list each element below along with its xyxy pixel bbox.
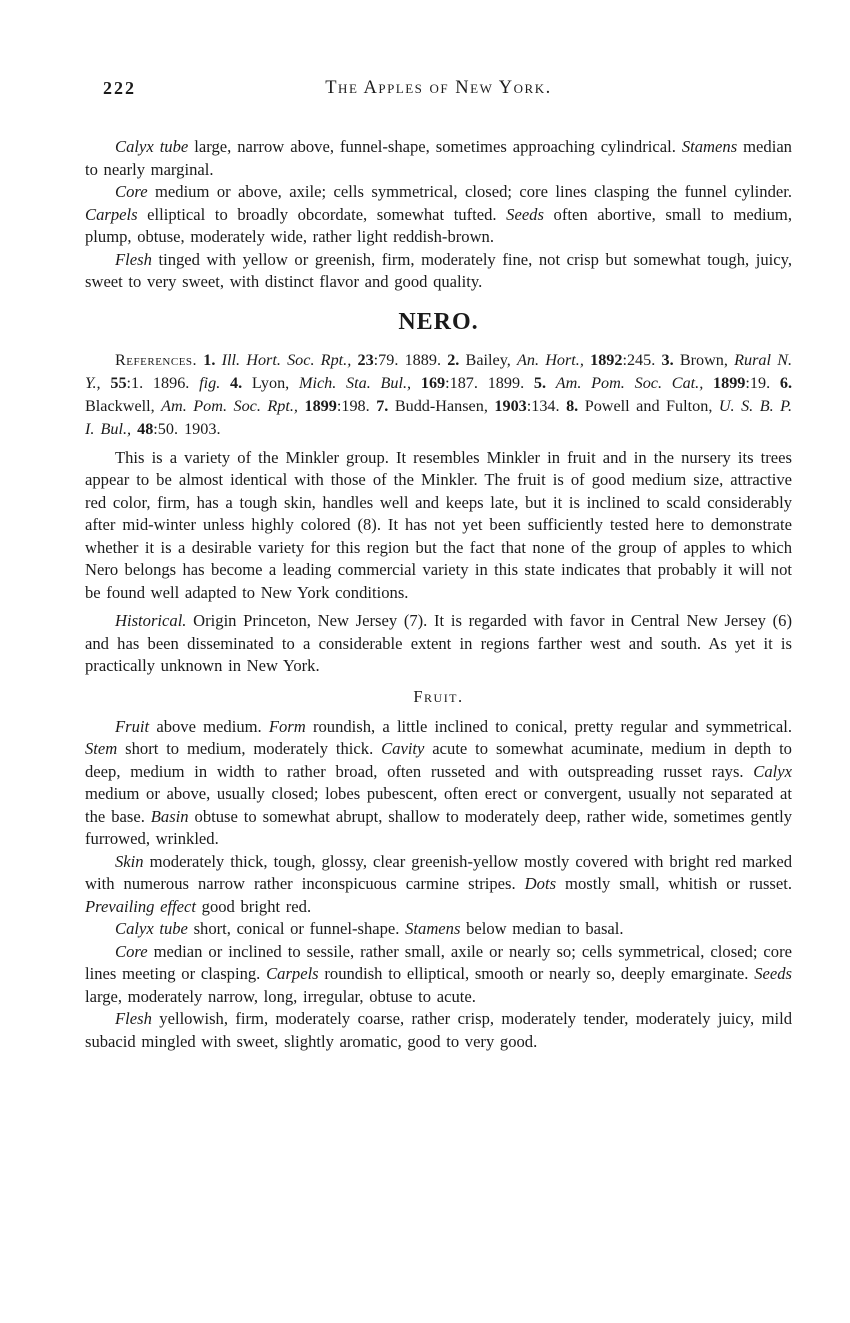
flesh-paragraph: Flesh tinged with yellow or greenish, firm, moderately fine, not crisp but somewhat tough, juicy, sweet to very sweet, with distinct flavor and good quality. [85,249,792,291]
references-paragraph: References. 1. Ill. Hort. Soc. Rpt., 23:79. 1889. 2. Bailey, An. Hort., 1892:245. 3. Brown, Rural N. Y., 55:1. 1896. fig. 4. Lyon, Mich. Sta. Bul., 169:187. 1899. 5. Am. Pom. Soc. Cat., 1899:19. 6. Blackwell, Am. Pom. Soc. Rpt., 1899:198. 7. Budd-Hansen, 1903:134. 8. Powell and Fulton, U. S. B. P. I. Bul., 48:50. 1903. [85,350,793,438]
calyx-tube-paragraph: Calyx tube large, narrow above, funnel-shape, sometimes approaching cylindrical. Stamens median to nearly marginal. [85,137,792,179]
core-paragraph: Core medium or above, axile; cells symmetrical, closed; core lines clasping the funnel cylinder. Carpels elliptical to broadly obcordate, somewhat tufted. Seeds often abortive, small to medium, plump, obtuse, moderately wide, rather light reddish-brown. [85,182,792,246]
historical-paragraph: Historical. Origin Princeton, New Jersey (7). It is regarded with favor in Central New Jersey (6) and has been disseminated to a considerable extent in regions farther west and south. As yet it is practically unknown in New York. [85,611,792,675]
page-body [85,136,792,1053]
skin-paragraph: Skin moderately thick, tough, glossy, clear greenish-yellow mostly covered with bright red marked with numerous narrow rather inconspicuous carmine stripes. Dots mostly small, whitish or russet. Prevailing effect good bright red. [85,851,792,916]
discussion-paragraph: This is a variety of the Minkler group. It resembles Minkler in fruit and in the nursery its trees appear to be almost identical with those of the Minkler. The fruit is of good medium size, attractive red color, firm, has a tough skin, handles well and keeps late, but it is inclined to scald considerably after mid-winter unless highly colored (8). It has not yet been sufficiently tested here to demonstrate whether it is a desirable variety for this region but the fact that none of the group of apples to which Nero belongs has become a leading commercial variety in this state indicates that probably it will not be found well adapted to New York conditions. [85,447,792,602]
core-2-paragraph: Core median or inclined to sessile, rather small, axile or nearly so; cells symmetrical, closed; core lines meeting or clasping. Carpels roundish to elliptical, smooth or nearly so, deeply emarginate. Seeds large, moderately narrow, long, irregular, obtuse to acute. [85,941,792,1006]
running-title: The Apples of New York. [325,78,552,98]
fruit-section-heading: Fruit. [413,686,464,706]
variety-heading-nero: NERO. [398,308,479,335]
flesh-2-paragraph: Flesh yellowish, firm, moderately coarse, rather crisp, moderately tender, moderately juicy, mild subacid mingled with sweet, slightly aromatic, good to very good. [85,1009,792,1051]
running-head [85,78,792,102]
page-number: 222 [103,78,136,98]
fruit-paragraph: Fruit above medium. Form roundish, a little inclined to conical, pretty regular and symmetrical. Stem short to medium, moderately thick. Cavity acute to somewhat acuminate, medium in depth to deep, medium in width to rather broad, often russeted and with outspreading russet rays. Calyx medium or above, usually closed; lobes pubescent, often erect or convergent, usually not separated at the base. Basin obtuse to somewhat abrupt, shallow to moderately deep, rather wide, sometimes gently furrowed, wrinkled. [85,716,793,848]
calyx-tube-2-paragraph: Calyx tube short, conical or funnel-shape. Stamens below median to basal. [115,919,624,938]
